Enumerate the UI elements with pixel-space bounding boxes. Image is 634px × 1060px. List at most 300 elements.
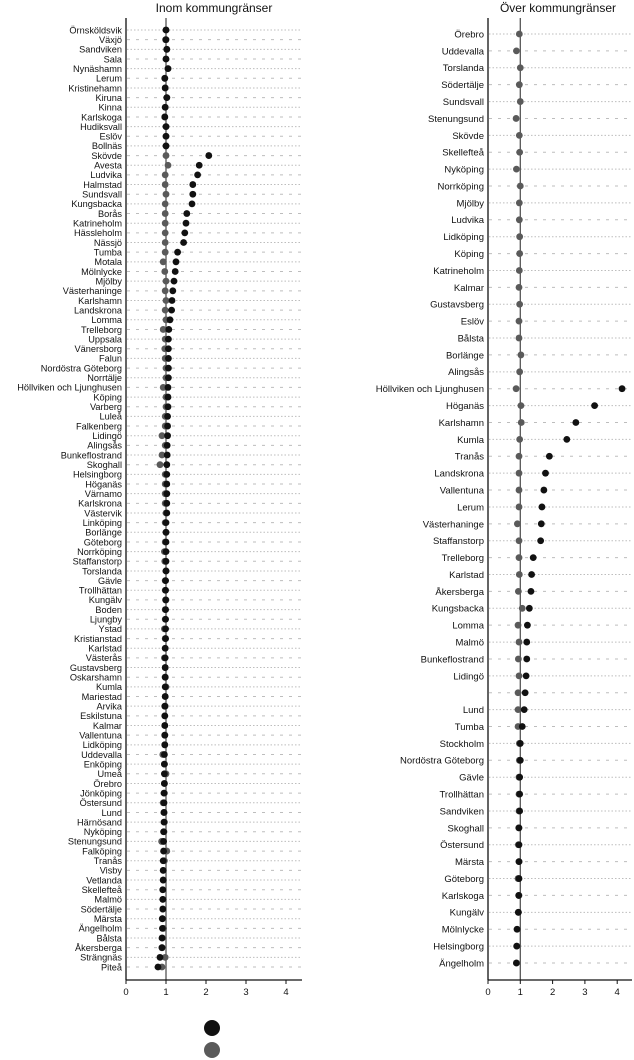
data-point-black: [162, 654, 169, 661]
data-point-black: [161, 799, 168, 806]
y-tick-label: Visby: [99, 865, 122, 876]
data-point-black: [165, 374, 172, 381]
data-point-gray: [518, 352, 525, 359]
x-tick-label: 1: [163, 987, 169, 998]
black-series-points: [155, 27, 213, 971]
data-point-gray: [516, 639, 523, 646]
data-point-black: [161, 790, 168, 797]
data-point-black: [165, 326, 172, 333]
y-tick-label: Östersund: [440, 840, 484, 852]
data-point-black: [171, 278, 178, 285]
data-point-black: [162, 597, 169, 604]
y-tick-label: Sandviken: [79, 44, 122, 55]
y-tick-label: Kungsbacka: [71, 199, 122, 210]
y-tick-label: Skoghall: [447, 823, 484, 835]
data-point-black: [163, 548, 170, 555]
panel-title: Inom kommungränser: [155, 1, 273, 15]
y-tick-label: Bunkeflostrand: [60, 450, 122, 461]
data-point-black: [160, 828, 167, 835]
y-tick-label: Västerhaninge: [62, 286, 122, 297]
y-tick-label: Karlskoga: [441, 890, 484, 902]
data-point-black: [540, 487, 547, 494]
data-point-black: [160, 867, 167, 874]
data-point-black: [161, 114, 168, 121]
data-point-black: [516, 858, 523, 865]
data-point-black: [516, 875, 523, 882]
data-point-black: [163, 471, 170, 478]
data-point-black: [530, 554, 537, 561]
y-tick-label: Lund: [101, 807, 122, 818]
data-point-black: [162, 664, 169, 671]
y-tick-label: Ludvika: [451, 215, 484, 227]
data-point-gray: [163, 152, 170, 159]
data-point-black: [163, 500, 170, 507]
data-point-black: [159, 925, 166, 932]
y-tick-label: Åkersberga: [435, 586, 484, 598]
data-point-gray: [514, 520, 521, 527]
data-point-gray: [516, 132, 523, 139]
data-point-black: [173, 258, 180, 265]
y-tick-label: Gustavsberg: [69, 662, 122, 673]
y-tick-label: Nynäshamn: [72, 63, 122, 74]
y-tick-label: Kalmar: [92, 720, 122, 731]
data-point-gray: [162, 210, 169, 217]
data-point-black: [194, 171, 201, 178]
y-tick-label: Norrtälje: [87, 373, 122, 384]
y-tick-label: Trollhättan: [439, 789, 484, 801]
data-point-black: [165, 394, 172, 401]
y-tick-label: Skövde: [91, 150, 122, 161]
y-tick-label: Växjö: [99, 34, 122, 45]
data-point-black: [159, 915, 166, 922]
data-point-black: [163, 143, 170, 150]
y-tick-label: Sundsvall: [82, 189, 122, 200]
data-point-gray: [516, 250, 523, 257]
x-tick-label: 3: [243, 987, 249, 998]
data-point-black: [523, 672, 530, 679]
data-point-black: [180, 239, 187, 246]
y-tick-label: Landskrona: [73, 305, 122, 316]
y-tick-label: Hässleholm: [74, 228, 122, 239]
data-point-gray: [513, 166, 520, 173]
y-tick-label: Kungälv: [449, 907, 484, 919]
y-tick-label: Södertälje: [441, 80, 484, 92]
y-tick-label: Mölnlycke: [441, 924, 484, 936]
y-tick-label: Jönköping: [80, 788, 122, 799]
data-point-black: [163, 56, 170, 63]
y-tick-label: Tranås: [93, 856, 122, 867]
data-point-gray: [516, 571, 523, 578]
data-point-black: [161, 722, 168, 729]
y-tick-label: Uddevalla: [81, 749, 122, 760]
data-point-black: [526, 605, 533, 612]
data-point-black: [161, 761, 168, 768]
data-point-black: [168, 307, 175, 314]
y-tick-label: Staffanstorp: [72, 556, 122, 567]
data-point-gray: [515, 706, 522, 713]
y-tick-label: Stockholm: [439, 738, 484, 750]
data-point-black: [181, 229, 188, 236]
data-point-black: [163, 133, 170, 140]
data-point-black: [619, 385, 626, 392]
data-point-gray: [162, 287, 169, 294]
data-point-black: [163, 510, 170, 517]
data-point-gray: [516, 368, 523, 375]
data-point-gray: [519, 605, 526, 612]
data-point-black: [538, 520, 545, 527]
y-tick-label: Torslanda: [82, 566, 122, 577]
y-tick-label: Ljungby: [89, 614, 122, 625]
data-point-black: [161, 809, 168, 816]
y-tick-label: Linköping: [82, 517, 122, 528]
y-tick-label: Helsingborg: [433, 941, 484, 953]
x-tick-label: 0: [123, 987, 129, 998]
data-point-black: [517, 757, 524, 764]
data-point-black: [539, 504, 546, 511]
y-tick-label: Kalmar: [453, 282, 484, 294]
data-point-black: [159, 935, 166, 942]
data-point-black: [514, 926, 521, 933]
data-point-gray: [516, 487, 523, 494]
data-point-gray: [516, 233, 523, 240]
data-point-gray: [513, 47, 520, 54]
y-tick-label: Halmstad: [83, 179, 122, 190]
y-tick-label: Lomma: [452, 620, 484, 632]
data-point-gray: [165, 162, 172, 169]
data-point-black: [513, 960, 520, 967]
data-point-black: [524, 622, 531, 629]
data-point-black: [162, 104, 169, 111]
data-point-gray: [161, 268, 168, 275]
y-tick-label: Gustavsberg: [430, 299, 484, 311]
y-tick-label: Bålsta: [96, 933, 122, 944]
data-point-gray: [516, 504, 523, 511]
y-tick-label: Norrköping: [77, 546, 122, 557]
y-tick-label: Göteborg: [444, 873, 484, 885]
grid-lines: [489, 34, 632, 963]
y-tick-label: Tumba: [93, 247, 122, 258]
data-point-black: [189, 191, 196, 198]
y-tick-label: Vetlanda: [86, 875, 122, 886]
y-tick-label: Stenungsund: [67, 836, 122, 847]
data-point-black: [160, 877, 167, 884]
data-point-black: [205, 152, 212, 159]
x-tick-label: 2: [203, 987, 209, 998]
y-tick-label: Örebro: [454, 29, 484, 41]
y-tick-label: Borås: [97, 208, 122, 219]
data-point-gray: [516, 149, 523, 156]
data-point-black: [163, 94, 170, 101]
data-point-black: [167, 316, 174, 323]
data-point-black: [523, 639, 530, 646]
y-tick-label: Värnamo: [84, 488, 122, 499]
data-point-black: [162, 674, 169, 681]
data-point-gray: [516, 335, 523, 342]
y-tick-label: Enköping: [83, 759, 122, 770]
y-tick-label: Mölnlycke: [81, 266, 122, 277]
y-tick-label: Malmö: [94, 894, 122, 905]
data-point-gray: [162, 239, 169, 246]
data-point-black: [164, 413, 171, 420]
data-point-black: [196, 162, 203, 169]
x-tick-label: 4: [283, 987, 289, 998]
data-point-black: [160, 857, 167, 864]
y-tick-label: Skövde: [452, 130, 484, 142]
y-tick-label: Södertälje: [80, 904, 122, 915]
y-tick-label: Katrineholm: [72, 218, 122, 229]
y-tick-label: Bunkeflostrand: [420, 654, 484, 666]
y-tick-label: Höganäs: [445, 401, 484, 413]
y-tick-label: Borlänge: [85, 527, 122, 538]
data-point-black: [163, 539, 170, 546]
data-point-black: [516, 808, 523, 815]
data-point-black: [523, 656, 530, 663]
y-tick-label: Nordöstra Göteborg: [40, 363, 122, 374]
data-point-black: [572, 419, 579, 426]
data-point-gray: [516, 672, 523, 679]
y-tick-label: Åkersberga: [75, 942, 122, 953]
y-tick-label: Landskrona: [434, 468, 484, 480]
x-axis-ticks: [485, 980, 619, 998]
data-point-black: [189, 200, 196, 207]
data-point-gray: [163, 278, 170, 285]
axes: [126, 18, 302, 980]
data-point-black: [164, 452, 171, 459]
y-tick-label: Varberg: [89, 402, 122, 413]
y-tick-label: Stenungsund: [428, 113, 484, 125]
data-point-gray: [513, 385, 520, 392]
data-point-black: [165, 336, 172, 343]
y-tick-label: Sala: [103, 54, 122, 65]
data-point-black: [161, 732, 168, 739]
y-tick-label: Örebro: [93, 778, 122, 789]
data-point-black: [165, 403, 172, 410]
y-tick-label: Västerhaninge: [422, 519, 484, 531]
y-tick-label: Lerum: [457, 502, 484, 514]
y-tick-label: Skoghall: [86, 460, 122, 471]
data-point-black: [169, 297, 176, 304]
y-tick-label: Helsingborg: [72, 469, 122, 480]
data-point-gray: [163, 297, 170, 304]
data-point-black: [161, 712, 168, 719]
y-tick-label: Kumla: [457, 434, 484, 446]
data-point-black: [165, 65, 172, 72]
y-tick-label: Alingsås: [448, 367, 484, 379]
y-tick-label: Tranås: [454, 451, 484, 463]
data-point-black: [163, 123, 170, 130]
data-point-black: [162, 616, 169, 623]
y-tick-label: Sundsvall: [442, 96, 484, 108]
y-tick-label: Malmö: [455, 637, 484, 649]
y-tick-label: Kungälv: [88, 595, 122, 606]
y-tick-label: Bollnäs: [91, 141, 122, 152]
data-point-black: [542, 470, 549, 477]
data-point-black: [159, 944, 166, 951]
data-point-black: [183, 210, 190, 217]
data-point-black: [163, 558, 170, 565]
y-tick-label: Trelleborg: [441, 553, 484, 565]
data-point-gray: [516, 318, 523, 325]
data-point-black: [516, 824, 523, 831]
y-tick-label: Lidingö: [453, 671, 484, 683]
data-point-black: [159, 886, 166, 893]
y-tick-label: Märsta: [454, 857, 484, 869]
y-tick-label: Oskarshamn: [69, 672, 122, 683]
data-point-gray: [513, 115, 520, 122]
y-tick-label: Karlskoga: [81, 112, 122, 123]
y-tick-label: Karlstad: [449, 569, 484, 581]
x-tick-label: 4: [614, 987, 620, 998]
y-tick-label: Kiruna: [95, 92, 122, 103]
y-tick-label: Alingsås: [87, 440, 122, 451]
y-tick-label: Eslöv: [460, 316, 484, 328]
data-point-gray: [516, 81, 523, 88]
y-tick-label: Strängnäs: [80, 952, 122, 963]
y-axis-labels: [376, 29, 485, 969]
y-tick-label: Falkenberg: [76, 421, 122, 432]
y-tick-label: Luleå: [99, 411, 122, 422]
data-point-black: [591, 402, 598, 409]
data-point-gray: [517, 98, 524, 105]
data-point-black: [537, 537, 544, 544]
data-point-black: [528, 588, 535, 595]
data-point-black: [163, 46, 170, 53]
data-point-black: [516, 841, 523, 848]
data-point-black: [160, 838, 167, 845]
data-point-gray: [162, 229, 169, 236]
y-tick-label: Piteå: [101, 962, 122, 973]
y-tick-label: Trelleborg: [80, 324, 122, 335]
data-point-black: [513, 943, 520, 950]
y-tick-label: Höllviken och Ljunghusen: [17, 382, 122, 393]
y-tick-label: Skellefteå: [81, 885, 122, 896]
legend-marker-series-gray: [204, 1042, 220, 1058]
data-point-black: [164, 442, 171, 449]
y-tick-label: Gävle: [97, 575, 122, 586]
data-point-black: [161, 819, 168, 826]
data-point-gray: [162, 171, 169, 178]
data-point-black: [162, 85, 169, 92]
data-point-gray: [516, 216, 523, 223]
data-point-black: [189, 181, 196, 188]
data-point-black: [163, 27, 170, 34]
data-point-gray: [515, 622, 522, 629]
y-tick-label: Lidköping: [443, 232, 484, 244]
data-point-black: [519, 723, 526, 730]
data-point-black: [516, 791, 523, 798]
data-point-black: [515, 892, 522, 899]
y-tick-label: Örnsköldsvik: [69, 25, 122, 36]
data-point-black: [161, 751, 168, 758]
data-point-black: [174, 249, 181, 256]
data-point-black: [161, 703, 168, 710]
y-tick-label: Torslanda: [442, 63, 484, 75]
y-tick-label: Köping: [454, 249, 484, 261]
data-point-gray: [516, 537, 523, 544]
y-tick-label: Nyköping: [83, 827, 122, 838]
y-tick-label: Norrköping: [437, 181, 484, 193]
y-tick-label: Kumla: [95, 682, 122, 693]
y-tick-label: Nyköping: [444, 164, 484, 176]
data-point-black: [165, 355, 172, 362]
data-point-black: [157, 954, 164, 961]
y-tick-label: Nässjö: [93, 237, 122, 248]
data-point-black: [160, 848, 167, 855]
y-tick-label: Umeå: [97, 769, 122, 780]
data-point-black: [161, 770, 168, 777]
y-tick-label: Lomma: [91, 315, 122, 326]
y-tick-label: Skellefteå: [442, 147, 484, 159]
data-point-black: [162, 587, 169, 594]
data-point-gray: [162, 220, 169, 227]
data-point-black: [162, 645, 169, 652]
y-tick-label: Sandviken: [439, 806, 484, 818]
data-point-gray: [516, 554, 523, 561]
data-point-black: [163, 481, 170, 488]
data-point-black: [162, 683, 169, 690]
y-tick-label: Falun: [99, 353, 122, 364]
data-point-black: [161, 780, 168, 787]
data-point-gray: [516, 301, 523, 308]
y-tick-label: Ängelholm: [78, 923, 122, 934]
data-point-gray: [162, 200, 169, 207]
y-tick-label: Falköping: [82, 846, 122, 857]
data-point-gray: [518, 419, 525, 426]
data-point-black: [546, 453, 553, 460]
data-point-gray: [516, 31, 523, 38]
data-point-black: [165, 384, 172, 391]
panel-inom-kommungranser: [17, 1, 302, 998]
data-point-gray: [160, 258, 167, 265]
panel-over-kommungranser: [376, 1, 632, 998]
y-tick-label: Höllviken och Ljunghusen: [375, 384, 484, 396]
y-tick-label: Köping: [93, 392, 122, 403]
data-point-gray: [162, 307, 169, 314]
x-tick-label: 1: [517, 987, 523, 998]
data-point-gray: [162, 249, 169, 256]
y-tick-label: Tumba: [454, 721, 484, 733]
x-tick-label: 2: [549, 987, 556, 998]
data-point-black: [161, 741, 168, 748]
y-tick-label: Avesta: [94, 160, 122, 171]
data-point-gray: [516, 436, 523, 443]
legend: [204, 1020, 220, 1058]
x-tick-label: 3: [582, 987, 588, 998]
data-point-black: [164, 423, 171, 430]
data-point-black: [163, 568, 170, 575]
y-tick-label: Karlstad: [88, 643, 122, 654]
y-tick-label: Karlshamn: [438, 417, 484, 429]
y-tick-label: Vallentuna: [439, 485, 484, 497]
y-tick-label: Höganäs: [85, 479, 122, 490]
data-point-black: [162, 693, 169, 700]
data-point-black: [163, 490, 170, 497]
y-tick-label: Eskilstuna: [80, 711, 122, 722]
y-tick-label: Lidköping: [82, 740, 122, 751]
data-point-black: [517, 740, 524, 747]
y-tick-label: Göteborg: [83, 537, 122, 548]
axes: [488, 18, 632, 980]
y-tick-label: Vänersborg: [74, 344, 122, 355]
data-point-gray: [517, 64, 524, 71]
y-tick-label: Lund: [462, 705, 484, 717]
y-tick-label: Gävle: [459, 772, 484, 784]
y-tick-label: Hudiksvall: [80, 121, 122, 132]
y-tick-label: Västerås: [85, 653, 122, 664]
data-point-gray: [515, 656, 522, 663]
y-tick-label: Trollhättan: [78, 585, 122, 596]
data-point-black: [169, 287, 176, 294]
